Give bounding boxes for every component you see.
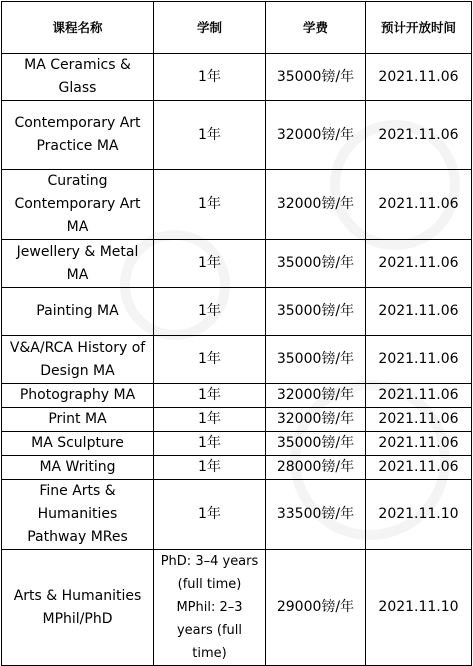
cell-course: Contemporary Art Practice MA — [2, 101, 154, 170]
header-course: 课程名称 — [2, 2, 154, 54]
cell-duration: 1年 — [154, 432, 266, 456]
cell-duration: 1年 — [154, 408, 266, 432]
header-fee: 学费 — [266, 2, 366, 54]
table-row — [2, 101, 472, 170]
cell-course: Photography MA — [2, 384, 154, 408]
cell-course: Fine Arts & Humanities Pathway MRes — [2, 480, 154, 550]
cell-duration: PhD: 3–4 years (full time) MPhil: 2–3 years (full time) — [154, 550, 266, 666]
cell-date: 2021.11.06 — [366, 240, 472, 288]
table-header-row — [2, 2, 472, 54]
table-row — [2, 170, 472, 240]
table-row — [2, 384, 472, 408]
cell-course: Jewellery & Metal MA — [2, 240, 154, 288]
cell-date: 2021.11.06 — [366, 54, 472, 101]
cell-course: Print MA — [2, 408, 154, 432]
cell-fee: 32000镑/年 — [266, 384, 366, 408]
cell-duration: 1年 — [154, 384, 266, 408]
cell-duration: 1年 — [154, 240, 266, 288]
cell-course: MA Ceramics & Glass — [2, 54, 154, 101]
cell-duration: 1年 — [154, 480, 266, 550]
table-row — [2, 336, 472, 384]
cell-fee: 35000镑/年 — [266, 288, 366, 336]
course-table — [1, 1, 472, 666]
cell-course: Arts & Humanities MPhil/PhD — [2, 550, 154, 666]
table-row — [2, 240, 472, 288]
cell-fee: 35000镑/年 — [266, 54, 366, 101]
cell-date: 2021.11.06 — [366, 336, 472, 384]
cell-course: MA Sculpture — [2, 432, 154, 456]
cell-date: 2021.11.06 — [366, 408, 472, 432]
cell-date: 2021.11.06 — [366, 288, 472, 336]
header-open-date: 预计开放时间 — [366, 2, 472, 54]
cell-fee: 29000镑/年 — [266, 550, 366, 666]
cell-fee: 32000镑/年 — [266, 101, 366, 170]
header-duration: 学制 — [154, 2, 266, 54]
cell-course: Curating Contemporary Art MA — [2, 170, 154, 240]
table-row — [2, 408, 472, 432]
table-row — [2, 480, 472, 550]
table-row — [2, 288, 472, 336]
table-row — [2, 54, 472, 101]
cell-fee: 35000镑/年 — [266, 240, 366, 288]
cell-date: 2021.11.06 — [366, 101, 472, 170]
cell-duration: 1年 — [154, 101, 266, 170]
cell-duration: 1年 — [154, 456, 266, 480]
table-row — [2, 432, 472, 456]
cell-fee: 35000镑/年 — [266, 336, 366, 384]
table-row — [2, 550, 472, 666]
cell-fee: 35000镑/年 — [266, 432, 366, 456]
cell-date: 2021.11.06 — [366, 456, 472, 480]
cell-fee: 28000镑/年 — [266, 456, 366, 480]
cell-date: 2021.11.06 — [366, 170, 472, 240]
cell-duration: 1年 — [154, 336, 266, 384]
table-row — [2, 456, 472, 480]
cell-date: 2021.11.06 — [366, 432, 472, 456]
cell-duration: 1年 — [154, 170, 266, 240]
cell-duration: 1年 — [154, 54, 266, 101]
cell-date: 2021.11.10 — [366, 550, 472, 666]
cell-date: 2021.11.06 — [366, 384, 472, 408]
cell-fee: 32000镑/年 — [266, 170, 366, 240]
cell-fee: 33500镑/年 — [266, 480, 366, 550]
cell-date: 2021.11.10 — [366, 480, 472, 550]
cell-course: V&A/RCA History of Design MA — [2, 336, 154, 384]
cell-fee: 32000镑/年 — [266, 408, 366, 432]
cell-duration: 1年 — [154, 288, 266, 336]
cell-course: MA Writing — [2, 456, 154, 480]
cell-course: Painting MA — [2, 288, 154, 336]
